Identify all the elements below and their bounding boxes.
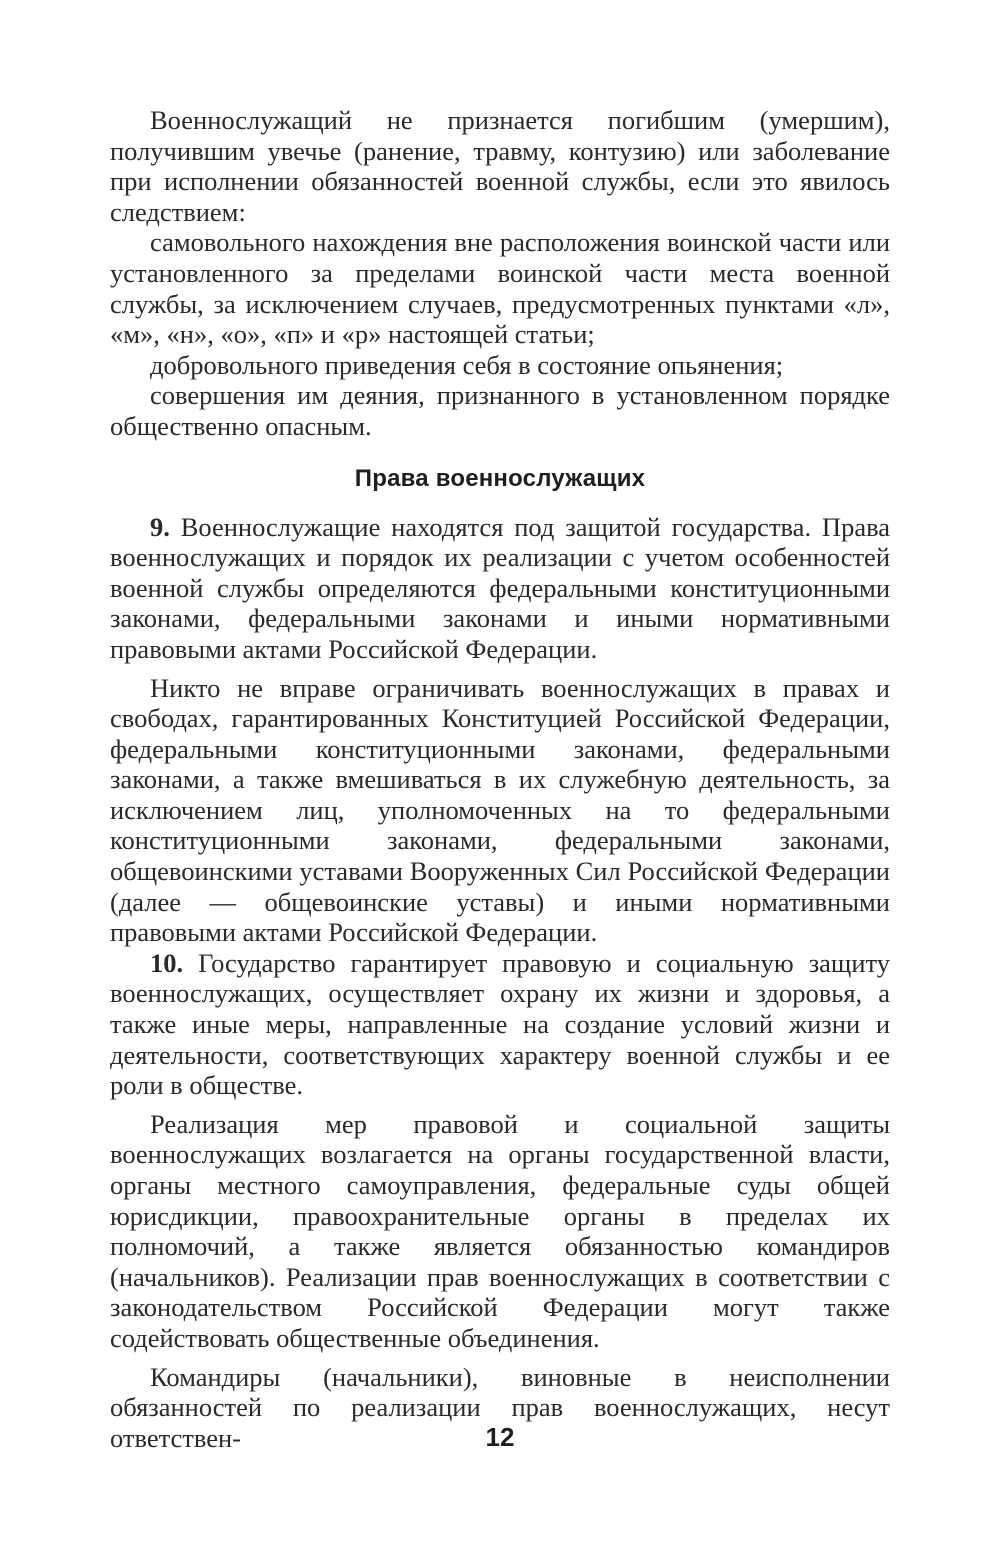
article-9-number: 9.	[150, 511, 170, 542]
section-heading: Права военнослужащих	[354, 464, 646, 492]
article-10-paragraph-2: Реализация мер правовой и социальной защиты военнослужащих возлагается на органы государственной власти, органы местного самоуправления, федеральные суды общей юрисдикции, правоохранительные органы в пределах их полномочий, а также является обязанностью командиров (начальников). Реализации прав военнослужащих в соответствии с законодательством Российской Федерации могут также содействовать общественные объединения.	[110, 1108, 890, 1353]
article-10-paragraph-3: Командиры (начальники), виновные в неисполнении обязанностей по реализации прав военнослужащих, несут ответствен-	[110, 1361, 890, 1453]
article-10-number: 10.	[150, 947, 184, 978]
page-number: 12	[485, 1422, 515, 1452]
paragraph-intro-4: совершения им деяния, признанного в установленном порядке общественно опасным.	[110, 380, 890, 441]
paragraph-intro-2: самовольного нахождения вне расположения воинской части или установленного за пределами воинской части места военной службы, за исключением случаев, предусмотренных пунктами «л», «м», «н», «о», «п» и «р» настоящей статьи;	[110, 227, 890, 350]
article-9-paragraph-1	[110, 512, 890, 665]
paragraph-intro-1: Военнослужащий не признается погибшим (умершим), получившим увечье (ранение, травму, контузию) или заболевание при исполнении обязанностей военной службы, если это явилось следствием:	[110, 105, 890, 227]
paragraph-intro-3: добровольного приведения себя в состояние опьянения;	[150, 349, 784, 380]
article-9-paragraph-2: Никто не вправе ограничивать военнослужащих в правах и свободах, гарантированных Конституцией Российской Федерации, федеральными конституционными законами, федеральными законами, а также вмешиваться в их служебную деятельность, за исключением лиц, уполномоченных на то федеральными конституционными законами, федеральными законами, общевоинскими уставами Вооруженных Сил Российской Федерации (далее — общевоинские уставы) и иными нормативными правовыми актами Российской Федерации.	[110, 672, 890, 948]
page-body	[110, 105, 890, 1453]
article-10-text-1: Государство гарантирует правовую и социальную защиту военнослужащих, осуществляет охрану их жизни и здоровья, а также иные меры, направленные на создание условий жизни и деятельности, соответствующих характеру военной службы и ее роли в обществе.	[110, 947, 890, 1101]
article-10-paragraph-1	[110, 948, 890, 1101]
article-9-text-1: Военнослужащие находятся под защитой государства. Права военнослужащих и порядок их реализации с учетом особенностей военной службы определяются федеральными конституционными законами, федеральными законами и иными нормативными правовыми актами Российской Федерации.	[110, 511, 891, 664]
